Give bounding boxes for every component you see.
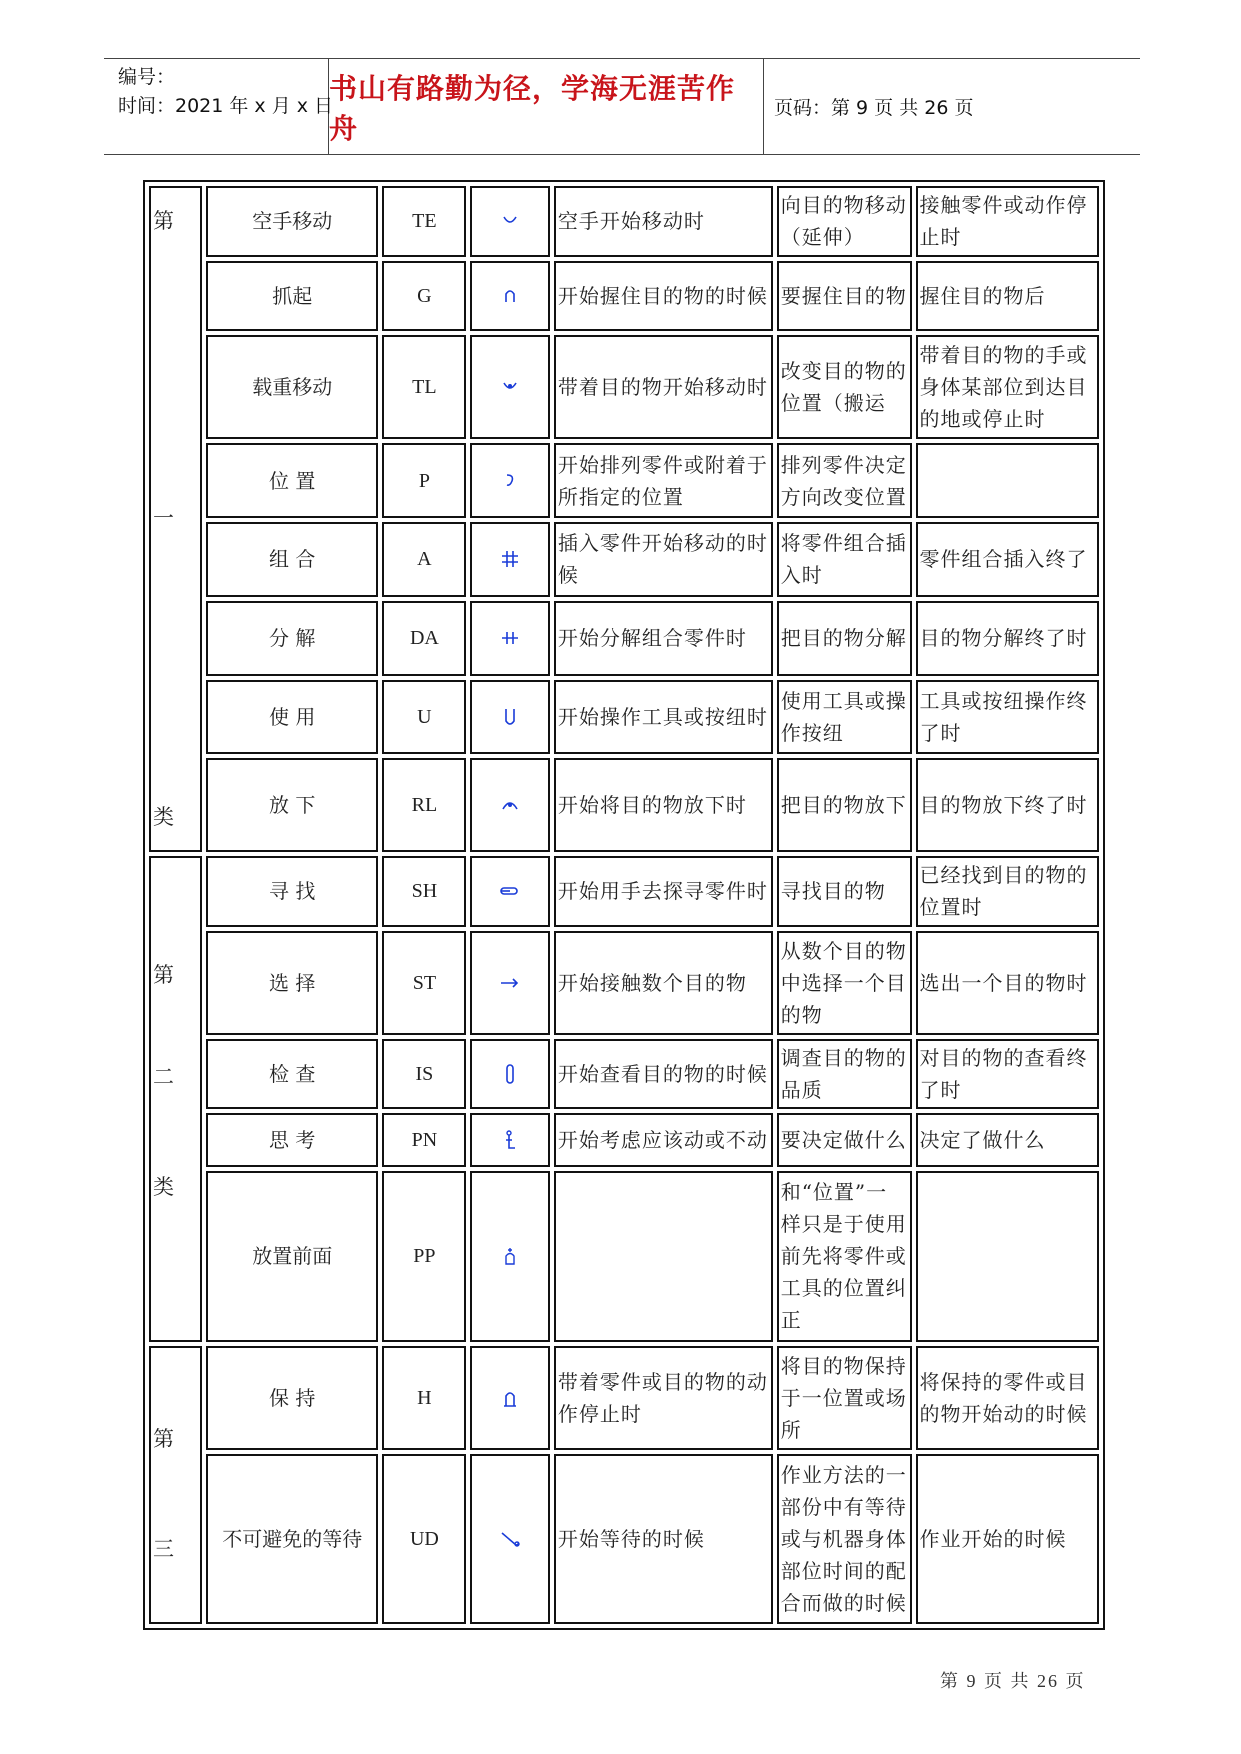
- motion-symbol: [470, 1039, 550, 1110]
- motion-symbol: [470, 443, 550, 518]
- motion-name: 检 查: [206, 1039, 378, 1110]
- motion-symbol: [470, 1346, 550, 1450]
- motion-description: 排列零件决定方向改变位置: [777, 443, 912, 518]
- motion-description: 要决定做什么: [777, 1113, 912, 1167]
- empty-hand-move-icon: [498, 209, 522, 233]
- start-condition: 开始等待的时候: [554, 1454, 773, 1624]
- table-row: [149, 335, 1099, 439]
- table-row: [149, 856, 1099, 927]
- motion-description: 向目的物移动（延伸）: [777, 186, 912, 257]
- inspect-icon: [498, 1062, 522, 1086]
- page-indicator: 页码：第 9 页 共 26 页: [774, 97, 974, 119]
- table-row: [149, 186, 1099, 257]
- motto-title: 书山有路勤为径，学海无涯苦作舟: [329, 71, 736, 145]
- table-row: [149, 758, 1099, 852]
- motion-symbol: [470, 680, 550, 755]
- header-meta: [118, 63, 333, 121]
- start-condition: 开始排列零件或附着于所指定的位置: [554, 443, 773, 518]
- motion-code: TL: [382, 335, 466, 439]
- transport-loaded-icon: [498, 375, 522, 399]
- motion-symbol: [470, 601, 550, 676]
- start-condition: 开始操作工具或按纽时: [554, 680, 773, 755]
- motion-symbol: [470, 522, 550, 597]
- start-condition: [554, 1171, 773, 1341]
- therblig-table: [143, 180, 1105, 1630]
- motion-code: PP: [382, 1171, 466, 1341]
- table-row: [149, 443, 1099, 518]
- assemble-icon: [498, 547, 522, 571]
- motion-symbol: [470, 1171, 550, 1341]
- motion-code: A: [382, 522, 466, 597]
- category-char: 二: [153, 1064, 174, 1089]
- motion-description: 把目的物分解: [777, 601, 912, 676]
- end-condition: 选出一个目的物时: [916, 931, 1100, 1035]
- motion-symbol: [470, 758, 550, 852]
- select-arrow-icon: [498, 971, 522, 995]
- start-condition: 开始用手去探寻零件时: [554, 856, 773, 927]
- release-load-icon: [498, 793, 522, 817]
- motion-name: 选 择: [206, 931, 378, 1035]
- motion-description: 改变目的物的位置（搬运: [777, 335, 912, 439]
- end-condition: 作业开始的时候: [916, 1454, 1100, 1624]
- start-condition: 开始考虑应该动或不动: [554, 1113, 773, 1167]
- motion-name: 保 持: [206, 1346, 378, 1450]
- table-row: [149, 1113, 1099, 1167]
- unavoidable-delay-icon: [498, 1527, 522, 1551]
- search-icon: [498, 879, 522, 903]
- disassemble-icon: [498, 626, 522, 650]
- start-condition: 空手开始移动时: [554, 186, 773, 257]
- motion-description: 将目的物保持于一位置或场所: [777, 1346, 912, 1450]
- motion-code: RL: [382, 758, 466, 852]
- motion-code: H: [382, 1346, 466, 1450]
- table-row: [149, 1346, 1099, 1450]
- motion-symbol: [470, 856, 550, 927]
- end-condition: 目的物分解终了时: [916, 601, 1100, 676]
- motion-code: DA: [382, 601, 466, 676]
- motion-code: U: [382, 680, 466, 755]
- motion-symbol: [470, 186, 550, 257]
- category-char: 第: [153, 962, 174, 987]
- motion-code: SH: [382, 856, 466, 927]
- end-condition: 已经找到目的物的位置时: [916, 856, 1100, 927]
- table-row: [149, 1039, 1099, 1110]
- end-condition: 握住目的物后: [916, 261, 1100, 332]
- motion-description: 把目的物放下: [777, 758, 912, 852]
- motion-name: 空手移动: [206, 186, 378, 257]
- hold-icon: [498, 1386, 522, 1410]
- motion-name: 放 下: [206, 758, 378, 852]
- motion-description: 使用工具或操作按纽: [777, 680, 912, 755]
- motion-code: IS: [382, 1039, 466, 1110]
- category-char: 第: [153, 1426, 174, 1451]
- serial-label: 编号：: [118, 66, 176, 88]
- category-char: 三: [153, 1536, 174, 1561]
- category-cell: [149, 186, 202, 852]
- motion-code: TE: [382, 186, 466, 257]
- category-char: 一: [153, 505, 174, 530]
- table-row: [149, 522, 1099, 597]
- pre-position-icon: [498, 1244, 522, 1268]
- motion-description: 调查目的物的品质: [777, 1039, 912, 1110]
- motion-name: 抓起: [206, 261, 378, 332]
- motion-code: ST: [382, 931, 466, 1035]
- end-condition: 零件组合插入终了: [916, 522, 1100, 597]
- start-condition: 开始接触数个目的物: [554, 931, 773, 1035]
- page-header: [104, 58, 1140, 155]
- motion-description: 将零件组合插入时: [777, 522, 912, 597]
- plan-icon: [498, 1128, 522, 1152]
- motion-symbol: [470, 1113, 550, 1167]
- motion-name: 寻 找: [206, 856, 378, 927]
- page-footer: 第 9 页 共 26 页: [940, 1671, 1086, 1691]
- start-condition: 带着目的物开始移动时: [554, 335, 773, 439]
- motion-code: G: [382, 261, 466, 332]
- table-row: [149, 1171, 1099, 1341]
- motion-name: 位 置: [206, 443, 378, 518]
- end-condition: 带着目的物的手或身体某部位到达目的地或停止时: [916, 335, 1100, 439]
- table-row: [149, 261, 1099, 332]
- start-condition: 开始握住目的物的时候: [554, 261, 773, 332]
- table-row: [149, 931, 1099, 1035]
- motion-code: PN: [382, 1113, 466, 1167]
- start-condition: 开始查看目的物的时候: [554, 1039, 773, 1110]
- start-condition: 插入零件开始移动的时候: [554, 522, 773, 597]
- end-condition: [916, 443, 1100, 518]
- end-condition: 目的物放下终了时: [916, 758, 1100, 852]
- motion-name: 使 用: [206, 680, 378, 755]
- category-cell: [149, 856, 202, 1342]
- end-condition: 将保持的零件或目的物开始动的时候: [916, 1346, 1100, 1450]
- time-label: 时间：2021 年 x 月 x 日: [118, 95, 334, 117]
- start-condition: 开始分解组合零件时: [554, 601, 773, 676]
- therblig-table-wrapper: [143, 180, 1105, 1630]
- motion-name: 组 合: [206, 522, 378, 597]
- motion-description: 从数个目的物中选择一个目的物: [777, 931, 912, 1035]
- motion-symbol: [470, 261, 550, 332]
- motion-symbol: [470, 931, 550, 1035]
- motion-symbol: [470, 1454, 550, 1624]
- end-condition: 工具或按纽操作终了时: [916, 680, 1100, 755]
- table-row: [149, 1454, 1099, 1624]
- position-icon: [498, 469, 522, 493]
- motion-symbol: [470, 335, 550, 439]
- end-condition: 决定了做什么: [916, 1113, 1100, 1167]
- start-condition: 开始将目的物放下时: [554, 758, 773, 852]
- start-condition: 带着零件或目的物的动作停止时: [554, 1346, 773, 1450]
- motion-name: 分 解: [206, 601, 378, 676]
- category-cell: [149, 1346, 202, 1624]
- motion-name: 放置前面: [206, 1171, 378, 1341]
- category-char: 类: [153, 804, 174, 829]
- end-condition: 接触零件或动作停止时: [916, 186, 1100, 257]
- table-row: [149, 680, 1099, 755]
- motion-description: 作业方法的一部份中有等待或与机器身体部位时间的配合而做的时候: [777, 1454, 912, 1624]
- motion-name: 不可避免的等待: [206, 1454, 378, 1624]
- end-condition: 对目的物的查看终了时: [916, 1039, 1100, 1110]
- motion-description: 寻找目的物: [777, 856, 912, 927]
- table-row: [149, 601, 1099, 676]
- category-char: 第: [153, 208, 174, 233]
- use-icon: [498, 705, 522, 729]
- motion-description: 和“位置”一样只是于使用前先将零件或工具的位置纠正: [777, 1171, 912, 1341]
- grasp-icon: [498, 284, 522, 308]
- motion-code: UD: [382, 1454, 466, 1624]
- end-condition: [916, 1171, 1100, 1341]
- motion-code: P: [382, 443, 466, 518]
- motion-name: 思 考: [206, 1113, 378, 1167]
- motion-description: 要握住目的物: [777, 261, 912, 332]
- motion-name: 载重移动: [206, 335, 378, 439]
- category-char: 类: [153, 1174, 174, 1199]
